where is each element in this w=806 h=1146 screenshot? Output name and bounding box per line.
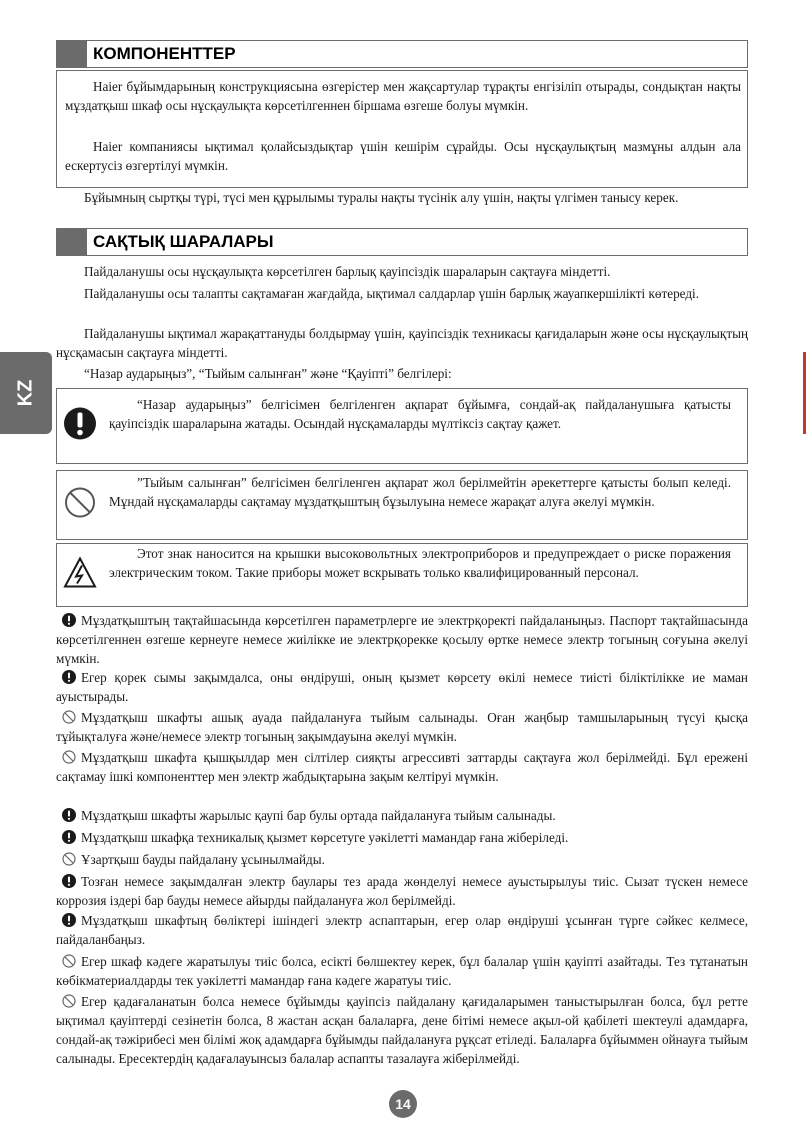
list-item-text: Мұздатқыш шкафта қышқылдар мен сілтілер сияқты агрессивті заттарды сақтауға жол берілмейді. Бұл ережені сақтамау ішкі компоненттер мен электр жабдықтарына зақым келтіруі мүмкін.: [56, 750, 748, 784]
list-item: [56, 911, 748, 949]
list-item: [56, 708, 748, 746]
list-item-text: Тозған немесе зақымдалған электр баулары тез арада жөнделуі немесе ауыстырылуы тиіс. Сызат түскен немесе коррозия іздері бар бауды немесе айырды пайдалануға жол берілмейді.: [56, 874, 748, 908]
prohibited-sign-box: [56, 470, 748, 540]
list-item: [56, 806, 748, 825]
prohibited-icon: [62, 954, 76, 968]
header-bar: [57, 41, 87, 67]
prohibited-icon: [62, 994, 76, 1008]
attention-icon: [62, 830, 76, 844]
safety-paragraph-4: “Назар аударыңыз”, “Тыйым салынған” және “Қауіпті” белгілері:: [84, 366, 452, 381]
header-bar: [57, 229, 87, 255]
page-number: 14: [389, 1090, 417, 1118]
list-item: [56, 992, 748, 1068]
attention-icon: [62, 808, 76, 822]
list-item-text: Мұздатқыш шкафқа техникалық қызмет көрсетуге уәкілетті мамандар ғана жіберіледі.: [81, 830, 569, 845]
language-tab-label: KZ: [14, 379, 37, 407]
components-section-header: [56, 40, 748, 68]
danger-sign-box: [56, 543, 748, 607]
high-voltage-icon: [63, 557, 97, 594]
list-item: [56, 668, 748, 706]
safety-title: САҚТЫҚ ШАРАЛАРЫ: [93, 232, 274, 251]
language-side-tab: [0, 352, 52, 434]
attention-icon: [63, 407, 97, 446]
danger-box-text: Этот знак наносится на крышки высоковольтных электроприборов и предупреждает о риске поражения электрическим током. Такие приборы может вскрывать только квалифицированный персонал.: [109, 546, 731, 580]
list-item: [56, 828, 748, 847]
list-item: [56, 611, 748, 668]
list-item-text: Мұздатқыш шкафты жарылыс қаупі бар булы ортада пайдалануға тыйым салынады.: [81, 808, 556, 823]
prohibited-icon: [62, 750, 76, 764]
list-item: [56, 850, 748, 869]
list-item: [56, 952, 748, 990]
components-title: КОМПОНЕНТТЕР: [93, 44, 236, 63]
components-notice-box: [56, 70, 748, 188]
prohibited-icon: [63, 486, 97, 525]
list-item-text: Егер қадағаланатын болса немесе бұйымды қауіпсіз пайдалану қағидаларымен таныстырылған болса, бұл ретте ықтимал қауіптерді сезінетін болса, 8 жастан асқан балаларға, дене бітімі немесе ақыл-ой қабілеті шектеулі адамдарға, сондай-ақ тәжірибесі мен білімі жоқ адамдарға бұйымды пайдалануға рұқсат етіледі. Балаларға бұйыммен ойнауға тыйым салынады. Ересектердің қадағалауынсыз балалар аспапты тазалауға жіберілмейді.: [56, 994, 748, 1066]
prohibited-icon: [62, 852, 76, 866]
components-box-p1: Haier бұйымдарының конструкциясына өзгерістер мен жақсартулар тұрақты енгізіліп отырады, сондықтан нақты мұздатқыш шкаф осы нұсқаулықта көрсетілгеннен біршама өзгеше болуы мүмкін.: [65, 79, 741, 113]
attention-icon: [62, 613, 76, 627]
list-item-text: Мұздатқыштың тақтайшасында көрсетілген параметрлерге ие электрқоректі пайдаланыңыз. Паспорт тақтайшасында көрсетілгеннен өзгеше кернеуге немесе жиілікке ие электрқорекке қосылу өртке немесе электр тогының соғуына әкелуі мүмкін.: [56, 613, 748, 666]
prohibited-box-text: ”Тыйым салынған” белгісімен белгіленген ақпарат жол берілмейтін әрекеттерге қатысты болып келеді. Мұндай нұсқамаларды сақтамау мұздатқыштың бұзылуына немесе жарақат алуға әкелуі мүмкін.: [109, 475, 731, 509]
safety-paragraph-1: Пайдаланушы осы нұсқаулықта көрсетілген барлық қауіпсіздік шараларын сақтауға міндетті.: [84, 264, 611, 279]
list-item-text: Мұздатқыш шкафтың бөліктері ішіндегі электр аспаптарын, егер олар өндіруші ұсынған түрге сәйкес келмесе, пайдаланбаңыз.: [56, 913, 748, 947]
attention-box-text: “Назар аударыңыз” белгісімен белгіленген ақпарат бұйымға, сондай-ақ пайдаланушыға қатысты қауіпсіздік шараларына жатады. Осындай нұсқамаларды мүлтіксіз сақтау қажет.: [109, 397, 731, 431]
attention-icon: [62, 913, 76, 927]
safety-paragraph-3: Пайдаланушы ықтимал жарақаттануды болдырмау үшін, қауіпсіздік техникасы қағидаларын және осы нұсқаулықтың нұсқамасын сақтауға міндетті.: [56, 326, 748, 360]
attention-icon: [62, 670, 76, 684]
list-item: [56, 748, 748, 786]
list-item-text: Егер шкаф кәдеге жаратылуы тиіс болса, есікті бөлшектеу керек, бұл балалар үшін қауіпті азайтады. Тез тұтанатын көбікматериалдарды тек уәкілетті мамандар ғана кәдеге жаратуы тиіс.: [56, 954, 748, 988]
attention-icon: [62, 874, 76, 888]
safety-section-header: [56, 228, 748, 256]
list-item: [56, 872, 748, 910]
list-item-text: Ұзартқыш бауды пайдалану ұсынылмайды.: [81, 852, 325, 867]
list-item-text: Егер қорек сымы зақымдалса, оны өндіруші, оның қызмет көрсету өкілі немесе тиісті біліктілікке ие маман ауыстырады.: [56, 670, 748, 704]
components-after-paragraph: Бұйымның сыртқы түрі, түсі мен құрылымы туралы нақты түсінік алу үшін, нақты үлгімен танысу керек.: [84, 190, 679, 205]
components-box-p2: Haier компаниясы ықтимал қолайсыздықтар үшін кешірім сұрайды. Осы нұсқаулықтың мазмұны алдын ала ескертусіз өзгертілуі мүмкін.: [65, 139, 741, 173]
safety-paragraph-2: Пайдаланушы осы талапты сақтамаған жағдайда, ықтимал салдарлар үшін барлық жауапкершілікті көтереді.: [84, 286, 700, 301]
attention-sign-box: [56, 388, 748, 464]
prohibited-icon: [62, 710, 76, 724]
list-item-text: Мұздатқыш шкафты ашық ауада пайдалануға тыйым салынады. Оған жаңбыр тамшыларының түсуі қысқа тұйықталуға және/немесе электр тогының зақымдауына әкелуі мүмкін.: [56, 710, 748, 744]
